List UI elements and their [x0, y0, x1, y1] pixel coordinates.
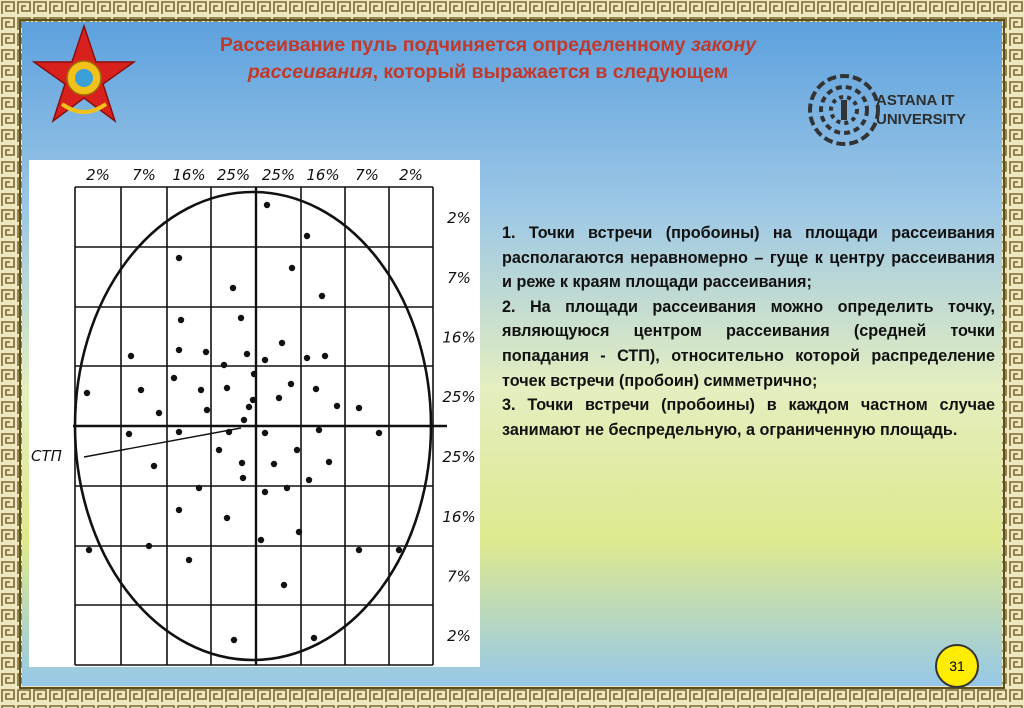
hit-point — [226, 429, 232, 435]
hit-point — [376, 430, 382, 436]
right-label-6: 16% — [442, 508, 476, 526]
hit-point — [334, 403, 340, 409]
hit-point — [196, 485, 202, 491]
title-line2-italic: рассеивания — [247, 61, 373, 83]
hit-point — [231, 637, 237, 643]
body-text — [502, 221, 995, 442]
hit-point — [216, 447, 222, 453]
hit-point — [244, 351, 250, 357]
hit-point — [186, 557, 192, 563]
paragraph-2: 2. На площади рассеивания можно определить точку, являющуюся центром рассеивания (средней точки попадания - СТП), относительно которой распределение точек встречи (пробоин) симметрично; — [502, 297, 995, 390]
top-label-8: 2% — [399, 166, 423, 184]
hit-point — [128, 353, 134, 359]
hit-point — [262, 489, 268, 495]
hit-point — [240, 475, 246, 481]
hit-point — [241, 417, 247, 423]
title-line1-normal: Рассеивание пуль подчиняется определенному — [219, 34, 691, 56]
hit-point — [178, 317, 184, 323]
title-line2-normal: , который выражается в следующем — [372, 61, 729, 83]
hit-point — [271, 461, 277, 467]
top-label-2: 7% — [132, 166, 156, 184]
right-label-4: 25% — [442, 388, 476, 406]
hit-point — [316, 427, 322, 433]
right-label-5: 25% — [442, 448, 476, 466]
hit-point — [262, 357, 268, 363]
hit-point — [313, 386, 319, 392]
hit-point — [84, 390, 90, 396]
hit-point — [198, 387, 204, 393]
right-label-3: 16% — [442, 328, 476, 347]
right-label-7: 7% — [447, 567, 471, 586]
logo-line-2: UNIVERSITY — [876, 111, 967, 128]
hit-point — [258, 537, 264, 543]
right-label-1: 2% — [447, 209, 471, 227]
hit-point — [250, 397, 256, 403]
hit-point — [356, 405, 362, 411]
top-label-7: 7% — [355, 166, 379, 184]
hit-point — [204, 407, 210, 413]
hit-point — [224, 515, 230, 521]
hit-point — [230, 285, 236, 291]
page-number-badge — [935, 644, 979, 688]
hit-point — [319, 293, 325, 299]
slide-title — [108, 32, 868, 86]
hit-point — [264, 202, 270, 208]
hit-point — [176, 255, 182, 261]
paragraph-3: 3. Точки встречи (пробоины) в каждом частном случае занимают не беспредельную, а ограниченную площадь. — [502, 396, 995, 439]
hit-point — [326, 459, 332, 465]
hit-point — [203, 349, 209, 355]
hit-point — [151, 463, 157, 469]
hit-point — [126, 431, 132, 437]
top-label-4: 25% — [216, 166, 251, 184]
hit-point — [224, 385, 230, 391]
hit-point — [176, 347, 182, 353]
hit-point — [246, 404, 252, 410]
right-label-2: 7% — [447, 269, 471, 287]
hit-point — [276, 395, 282, 401]
logo-line-1: ASTANA IT — [876, 92, 955, 109]
hit-point — [396, 547, 402, 553]
hit-point — [146, 543, 152, 549]
page-number: 31 — [949, 658, 965, 674]
right-labels — [442, 209, 475, 645]
hit-point — [156, 410, 162, 416]
hit-point — [239, 460, 245, 466]
hit-point — [306, 477, 312, 483]
hit-point — [176, 507, 182, 513]
right-label-8: 2% — [447, 627, 471, 645]
hit-point — [281, 582, 287, 588]
top-label-1: 2% — [86, 166, 110, 184]
hit-point — [289, 265, 295, 271]
top-label-3: 16% — [172, 166, 206, 184]
hit-point — [262, 430, 268, 436]
hit-point — [304, 355, 310, 361]
stp-label: СТП — [31, 447, 62, 465]
hit-point — [171, 375, 177, 381]
hit-point — [86, 547, 92, 553]
paragraph-1: 1. Точки встречи (пробоины) на площади рассеивания располагаются неравномерно – гуще к центру рассеивания и реже к краям площади рассеивания; — [502, 224, 995, 292]
hit-point — [311, 635, 317, 641]
hit-point — [288, 381, 294, 387]
hit-point — [356, 547, 362, 553]
hit-point — [322, 353, 328, 359]
hit-point — [284, 485, 290, 491]
top-label-5: 25% — [261, 166, 296, 184]
title-line1-italic: закону — [690, 34, 757, 56]
logo-text — [876, 91, 966, 129]
top-label-6: 16% — [306, 166, 340, 184]
top-labels — [86, 166, 423, 184]
dispersion-diagram — [29, 160, 480, 667]
hit-point — [296, 529, 302, 535]
hit-points — [84, 202, 402, 643]
hit-point — [221, 362, 227, 368]
hit-point — [138, 387, 144, 393]
hit-point — [251, 371, 257, 377]
hit-point — [238, 315, 244, 321]
hit-point — [279, 340, 285, 346]
hit-point — [176, 429, 182, 435]
hit-point — [294, 447, 300, 453]
hit-point — [304, 233, 310, 239]
astana-it-logo-icon — [804, 66, 884, 158]
